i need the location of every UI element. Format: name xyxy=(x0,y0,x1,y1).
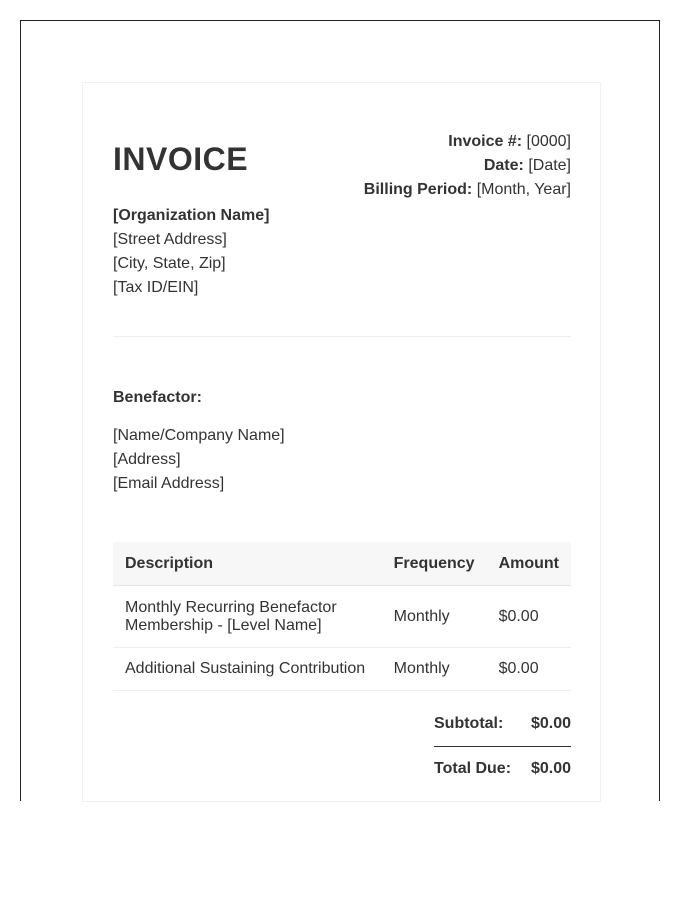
total-due-row xyxy=(434,757,571,781)
subtotal-label: Subtotal: xyxy=(434,715,504,732)
row-frequency: Monthly xyxy=(382,586,487,648)
billing-period-label: Billing Period: xyxy=(363,181,473,198)
line-items-table xyxy=(113,542,571,691)
subtotal-value: $0.00 xyxy=(530,715,571,732)
subtotal-row xyxy=(434,712,571,736)
table-row xyxy=(113,586,571,648)
invoice-number-label: Invoice #: xyxy=(448,133,523,150)
benefactor-block xyxy=(113,424,285,496)
invoice-date-line xyxy=(271,154,571,178)
totals-separator xyxy=(434,746,571,747)
invoice-card xyxy=(82,82,601,802)
total-due-label: Total Due: xyxy=(434,760,512,777)
invoice-date-value: [Date] xyxy=(528,157,571,174)
total-due-value: $0.00 xyxy=(530,760,571,777)
row-frequency: Monthly xyxy=(382,648,487,691)
organization-name: [Organization Name] xyxy=(113,207,270,224)
organization-tax-id: [Tax ID/EIN] xyxy=(113,279,199,296)
organization-city: [City, State, Zip] xyxy=(113,255,226,272)
benefactor-heading: Benefactor: xyxy=(113,389,202,406)
invoice-meta xyxy=(271,130,571,202)
row-description: Additional Sustaining Contribution xyxy=(113,648,382,691)
billing-period-value: [Month, Year] xyxy=(476,181,571,198)
row-amount: $0.00 xyxy=(487,586,571,648)
header-frequency: Frequency xyxy=(382,542,487,586)
table-header-row xyxy=(113,542,571,586)
invoice-title: INVOICE xyxy=(113,141,249,177)
totals-block xyxy=(434,712,571,781)
row-description: Monthly Recurring Benefactor Membership - [Level Name] xyxy=(113,586,382,648)
table-row xyxy=(113,648,571,691)
document-page xyxy=(20,20,660,801)
invoice-date-label: Date: xyxy=(483,157,524,174)
billing-period-line xyxy=(271,178,571,202)
header-description: Description xyxy=(113,542,382,586)
header-amount: Amount xyxy=(487,542,571,586)
benefactor-email: [Email Address] xyxy=(113,475,225,492)
invoice-number-line xyxy=(271,130,571,154)
section-divider xyxy=(113,336,571,337)
benefactor-name: [Name/Company Name] xyxy=(113,427,285,444)
row-amount: $0.00 xyxy=(487,648,571,691)
invoice-number-value: [0000] xyxy=(526,133,571,150)
organization-block xyxy=(113,204,269,300)
organization-street: [Street Address] xyxy=(113,231,227,248)
benefactor-address: [Address] xyxy=(113,451,181,468)
